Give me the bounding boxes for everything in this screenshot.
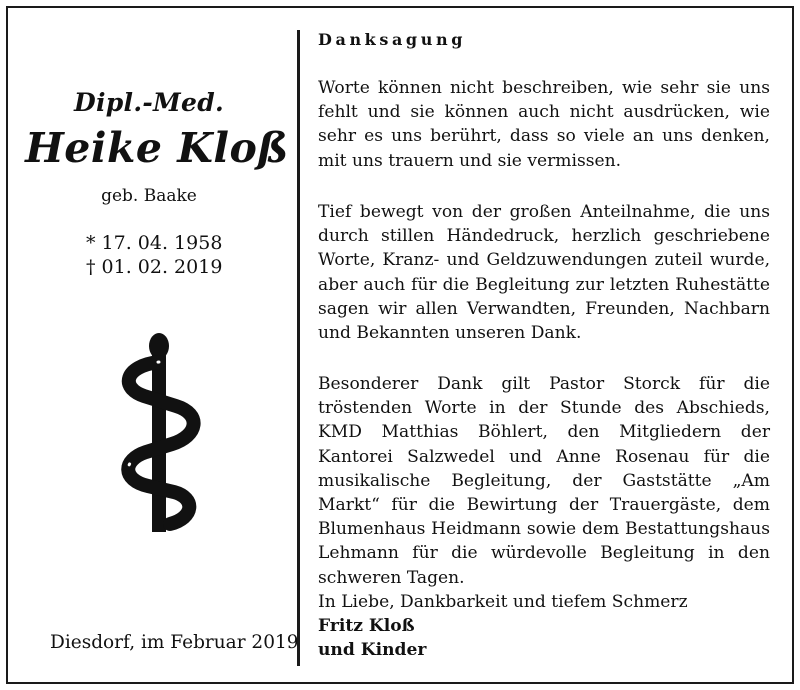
birth-date: * 17. 04. 1958 [86,232,223,254]
thanks-panel [318,30,770,661]
death-date: † 01. 02. 2019 [86,256,223,278]
notice-heading: Danksagung [318,30,466,49]
signatory-1: Fritz Kloß [318,616,415,637]
place-and-date: Diesdorf, im Februar 2019 [50,632,299,653]
paragraph-3: Besonderer Dank gilt Pastor Storck für die tröstenden Worte in der Stunde des Abschieds, KMD Matthias Böhlert, den Mitgliedern der Kantorei Salzwedel und Anne Rosenau für die musikalische Begleitung, der Gaststätte „Am Markt“ für die Bewirtung der Trauergäste, dem Blumenhaus Heidmann sowie dem Bestattungshaus Lehmann für die würdevolle Begleitung in den schweren Tagen. [318,374,770,588]
maiden-name: geb. Baake [101,186,197,206]
closing-block [318,590,770,663]
paragraph-2: Tief bewegt von der großen Anteilnahme, die uns durch stillen Händedruck, herzlich geschriebene Worte, Kranz- und Geldzuwendungen zuteil wurde, aber auch für die Begleitung zur letzten Ruhestätte sagen wir allen Verwandten, Freunden, Nachbarn und Bekannten unseren Dank. [318,202,770,344]
academic-title: Dipl.-Med. [74,88,224,117]
signatory-2: und Kinder [318,640,427,661]
rod-of-asclepius-icon [114,332,204,532]
deceased-name: Heike Kloß [25,124,289,172]
paragraph-1: Worte können nicht beschreiben, wie sehr sie uns fehlt und sie können auch nicht ausdrücken, wie sehr es uns berührt, dass so viele an uns denken, mit uns trauern und sie vermissen. [318,78,770,171]
closing-line: In Liebe, Dankbarkeit und tiefem Schmerz [318,592,688,612]
